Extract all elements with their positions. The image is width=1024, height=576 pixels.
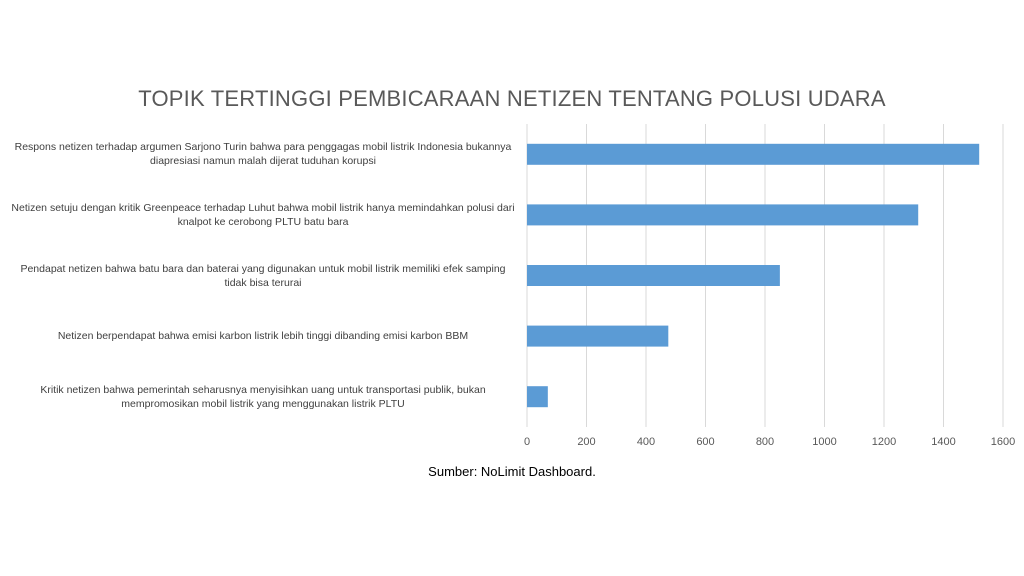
x-tick-label: 200 bbox=[577, 436, 596, 448]
x-tick-label: 0 bbox=[523, 436, 531, 448]
category-label-1: Respons netizen terhadap argumen Sarjono Turin bahwa para penggagas mobil listrik Indonesia bukannya diapresiasi namun malah dijerat tuduhan korupsi bbox=[14, 141, 512, 168]
category-label-2: Netizen setuju dengan kritik Greenpeace terhadap Luhut bahwa mobil listrik hanya memindahkan polusi dari knalpot ke cerobong PLTU batu bara bbox=[11, 201, 515, 228]
bars bbox=[527, 144, 979, 407]
x-tick-label: 1600 bbox=[990, 436, 1016, 448]
category-label-3: Pendapat netizen bahwa batu bara dan baterai yang digunakan untuk mobil listrik memiliki efek samping tidak bisa terurai bbox=[20, 262, 506, 289]
x-tick-label: 1400 bbox=[931, 436, 956, 448]
x-tick-label: 400 bbox=[636, 436, 656, 448]
source-note: Sumber: NoLimit Dashboard. bbox=[428, 464, 596, 479]
category-label-4: Netizen berpendapat bahwa emisi karbon listrik lebih tinggi dibanding emisi karbon BBM bbox=[57, 330, 469, 343]
x-axis-ticks bbox=[524, 436, 1015, 448]
bar-1 bbox=[527, 144, 979, 165]
x-tick-label: 600 bbox=[696, 436, 715, 448]
x-tick-label: 1000 bbox=[812, 436, 837, 448]
x-tick-label: 800 bbox=[755, 436, 775, 448]
category-label-5: Kritik netizen bahwa pemerintah seharusnya menyisihkan uang untuk transportasi publik, bukan mempromosikan mobil listrik yang menggunakan listrik PLTU bbox=[40, 383, 486, 410]
bar-2 bbox=[527, 204, 918, 225]
bar-4 bbox=[527, 326, 668, 347]
chart-title: TOPIK TERTINGGI PEMBICARAAN NETIZEN TENTANG POLUSI UDARA bbox=[138, 86, 886, 111]
bar-3 bbox=[527, 265, 780, 286]
x-tick-label: 1200 bbox=[871, 436, 897, 448]
bar-5 bbox=[527, 386, 548, 407]
